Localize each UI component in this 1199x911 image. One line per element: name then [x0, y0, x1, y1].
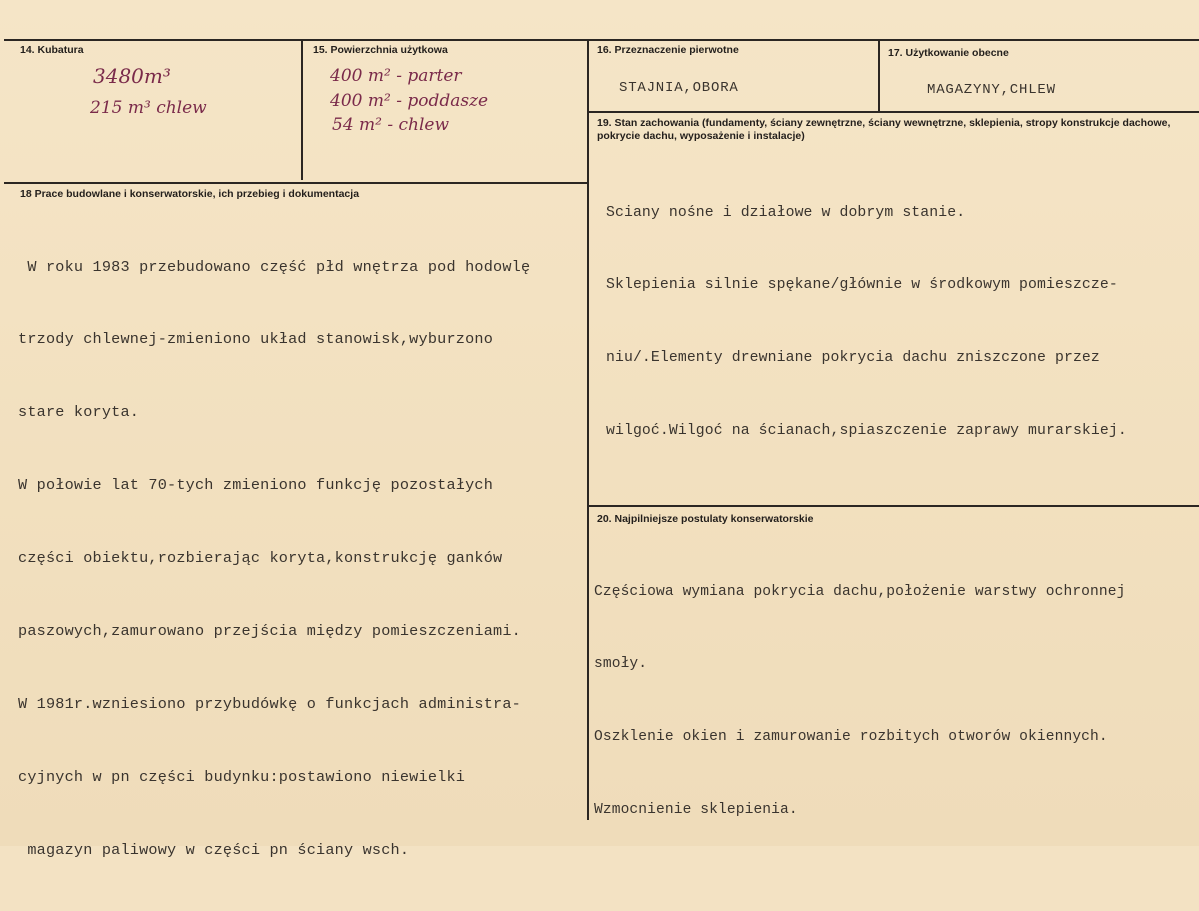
field-18-line: W roku 1983 przebudowano część płd wnętrza pod hodowlę	[18, 257, 531, 276]
field-14-label: 14. Kubatura	[20, 44, 84, 56]
field-19-line: niu/.Elementy drewniane pokrycia dachu zniszczone przez	[606, 350, 1100, 367]
field-18-line: W 1981r.wzniesiono przybudówkę o funkcjach administra-	[18, 694, 521, 713]
field-19-label: 19. Stan zachowania (fundamenty, ściany zewnętrzne, ściany wewnętrzne, sklepienia, stropy konstrukcje dachowe, pokrycie dachu, wyposażenie i instalacje)	[597, 117, 1171, 142]
field-18-line: części obiektu,rozbierając koryta,konstrukcję ganków	[18, 549, 503, 568]
field-14-value-2: 215 m³ chlew	[90, 98, 207, 118]
main-vertical-divider	[587, 40, 589, 820]
divider-16-17	[878, 40, 880, 112]
rule-under-14-15	[4, 182, 588, 184]
field-19-line: Sciany nośne i działowe w dobrym stanie.	[606, 204, 966, 221]
field-18-line: magazyn paliwowy w części pn ściany wsch.	[18, 840, 410, 859]
field-15-value-2: 400 m² - poddasze	[330, 91, 489, 111]
field-18-line: cyjnych w pn części budynku:postawiono niewielki	[18, 767, 466, 786]
field-15-label: 15. Powierzchnia użytkowa	[313, 44, 448, 56]
field-19-line: Sklepienia silnie spękane/głównie w środkowym pomieszcze-	[606, 277, 1118, 294]
field-18-line: stare koryta.	[18, 403, 140, 422]
field-17-value: MAGAZYNY,CHLEW	[927, 82, 1056, 98]
rule-above-20	[588, 505, 1199, 507]
field-16-label: 16. Przeznaczenie pierwotne	[597, 44, 739, 56]
field-17-label: 17. Użytkowanie obecne	[888, 47, 1009, 59]
field-20-line: Częściowa wymiana pokrycia dachu,położenie warstwy ochronnej	[594, 583, 1126, 600]
field-18-line: W połowie lat 70-tych zmieniono funkcję pozostałych	[18, 476, 494, 495]
field-18-label: 18 Prace budowlane i konserwatorskie, ich przebieg i dokumentacja	[20, 188, 360, 200]
field-18-text	[18, 206, 530, 911]
field-20-text	[594, 531, 1125, 871]
field-16-value: STAJNIA,OBORA	[619, 80, 739, 96]
field-15-value-1: 400 m² - parter	[330, 66, 462, 86]
field-20-line: Wzmocnienie sklepienia.	[594, 802, 798, 819]
field-15-value-3: 54 m² - chlew	[332, 115, 450, 135]
divider-14-15	[301, 40, 303, 180]
field-19-line: wilgoć.Wilgoć na ścianach,spiaszczenie zaprawy murarskiej.	[606, 423, 1127, 440]
rule-under-16-17	[588, 111, 1199, 113]
field-18-line: paszowych,zamurowano przejścia między pomieszczeniami.	[18, 622, 521, 641]
field-20-line: smoły.	[594, 656, 648, 673]
field-20-line: Oszklenie okien i zamurowanie rozbitych otworów okiennych.	[594, 729, 1108, 746]
field-14-value-1: 3480m³	[93, 64, 171, 88]
top-rule	[4, 39, 1199, 41]
field-20-label: 20. Najpilniejsze postulaty konserwatorskie	[597, 513, 814, 525]
field-19-text	[606, 152, 1127, 492]
field-18-line: trzody chlewnej-zmieniono układ stanowisk,wyburzono	[18, 330, 494, 349]
